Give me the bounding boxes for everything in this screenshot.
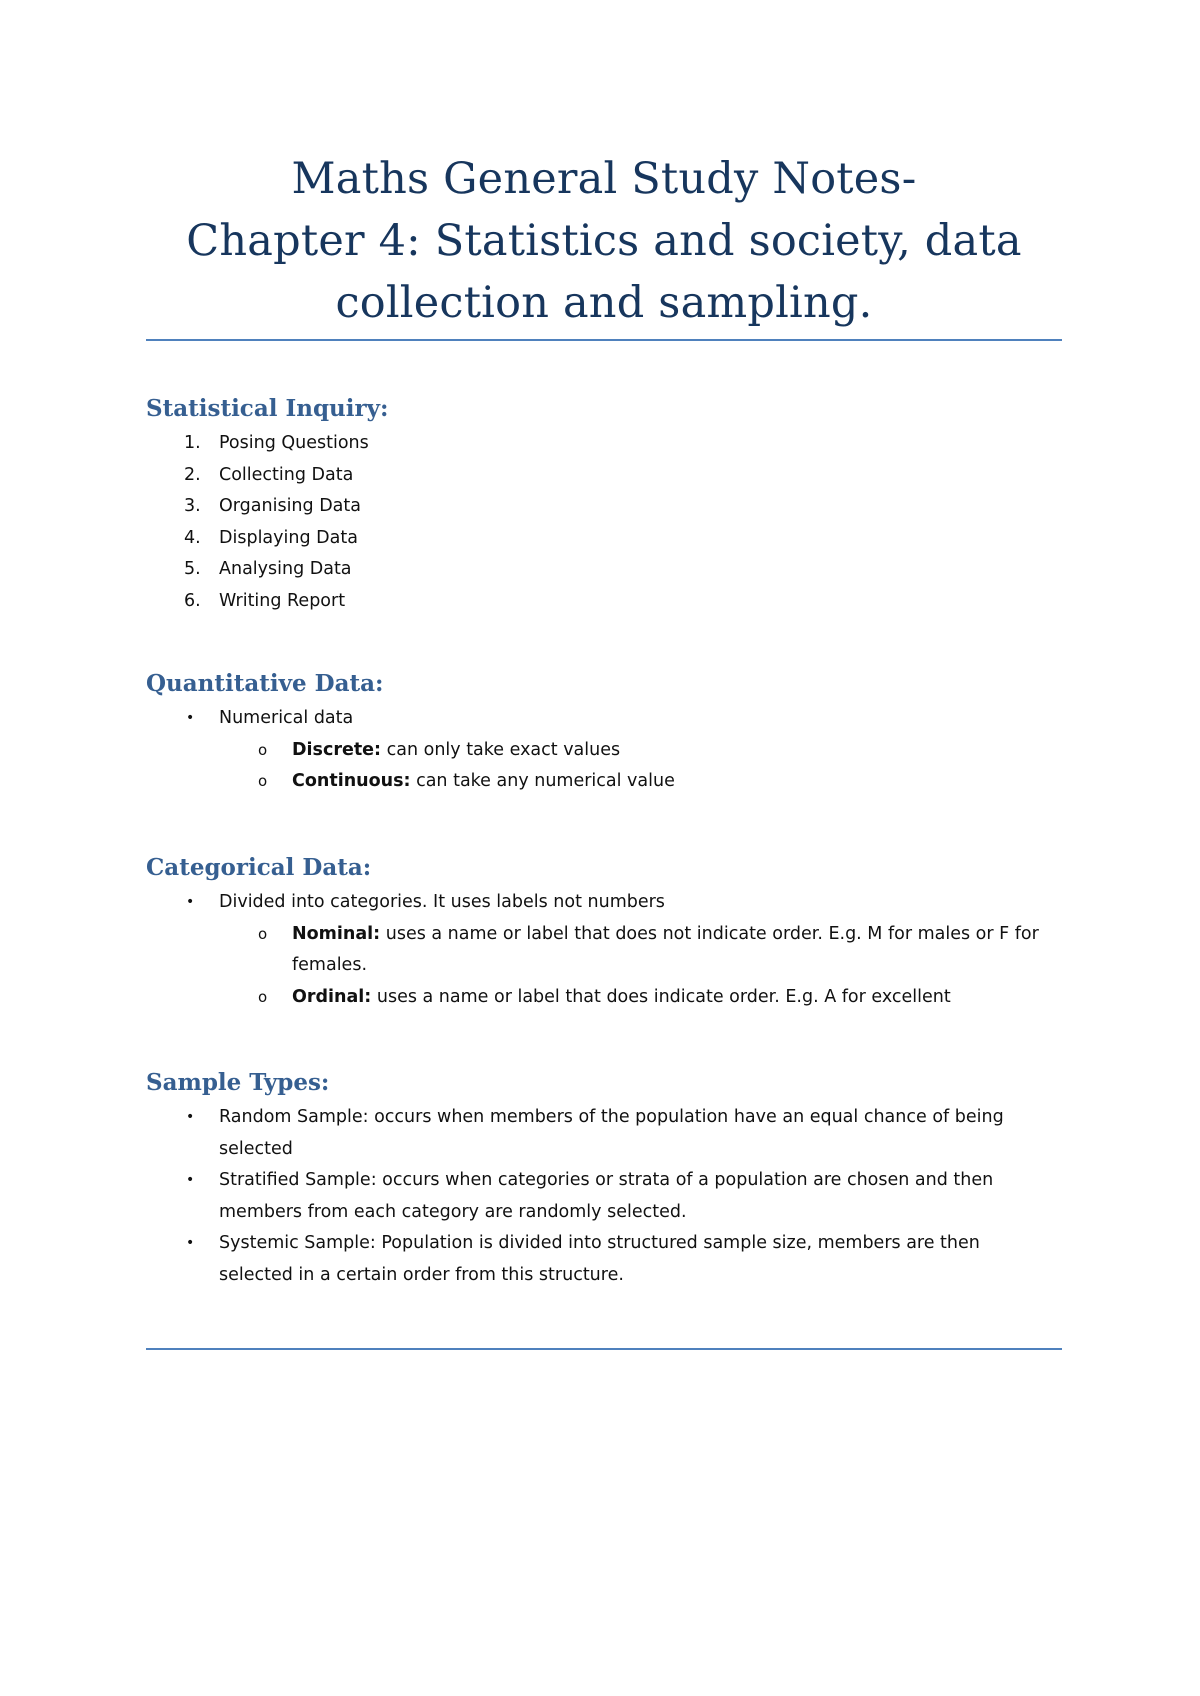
- title-line-2: Chapter 4: Statistics and society, data: [186, 216, 1022, 266]
- term-label: Continuous:: [292, 771, 411, 791]
- heading-quantitative-data: Quantitative Data:: [146, 670, 384, 697]
- term-description: can take any numerical value: [410, 771, 675, 791]
- term-label: Discrete:: [292, 739, 382, 760]
- item-number: 4.: [184, 527, 201, 548]
- item-text: Divided into categories. It uses labels not numbers: [219, 892, 665, 912]
- item-number: 1.: [184, 433, 201, 453]
- categorical-list: [146, 887, 1102, 1013]
- list-item: [146, 460, 1099, 492]
- list-item: [146, 523, 1099, 555]
- item-text: [146, 766, 1102, 798]
- bullet-icon: •: [186, 894, 195, 910]
- term-description: can only take exact values: [381, 739, 621, 760]
- bullet-icon: •: [186, 1172, 195, 1188]
- list-item: [146, 554, 1099, 586]
- term-description: uses a name or label that does indicate order. E.g. A for excellent: [371, 986, 951, 1007]
- item-number: 6.: [184, 590, 201, 611]
- item-text: Posing Questions: [219, 433, 369, 453]
- list-item: [146, 428, 1099, 460]
- item-text-continued: selected in a certain order from this structure.: [219, 1264, 624, 1285]
- quantitative-list: [146, 703, 1102, 798]
- item-text: Displaying Data: [219, 527, 358, 548]
- list-item: [146, 982, 1102, 1014]
- sub-bullet-icon: o: [258, 740, 268, 759]
- bullet-icon: •: [186, 710, 195, 726]
- list-item: [146, 950, 1102, 982]
- list-item: [146, 1228, 1099, 1260]
- item-text-continued: females.: [292, 955, 368, 975]
- item-text: [146, 919, 1102, 951]
- title-line-3: collection and sampling.: [335, 278, 873, 328]
- item-number: 2.: [184, 464, 201, 485]
- sub-bullet-icon: o: [258, 772, 268, 790]
- document-title: [146, 148, 1062, 334]
- term-label: Nominal:: [292, 923, 381, 944]
- item-text: [146, 735, 1102, 767]
- footer-divider: [146, 1348, 1062, 1350]
- item-text-continued: members from each category are randomly selected.: [219, 1201, 687, 1222]
- bullet-icon: •: [186, 1109, 195, 1125]
- list-item: [146, 586, 1099, 618]
- list-item: [146, 1197, 1099, 1229]
- list-item: [146, 919, 1102, 951]
- item-text-continued: selected: [219, 1138, 293, 1159]
- sub-bullet-icon: o: [258, 987, 268, 1006]
- inquiry-steps-list: [146, 428, 1099, 617]
- item-text: Systemic Sample: Population is divided into structured sample size, members are then: [219, 1233, 980, 1253]
- item-text: Writing Report: [219, 590, 346, 611]
- item-text: Stratified Sample: occurs when categories or strata of a population are chosen and then: [219, 1170, 994, 1190]
- item-text: Numerical data: [219, 708, 354, 728]
- list-item: [146, 1260, 1099, 1292]
- heading-statistical-inquiry: Statistical Inquiry:: [146, 395, 389, 422]
- bullet-icon: •: [186, 1235, 195, 1251]
- title-line-1: Maths General Study Notes-: [291, 154, 917, 204]
- heading-categorical-data: Categorical Data:: [146, 854, 372, 881]
- list-item: [146, 735, 1102, 767]
- item-number: 3.: [184, 496, 201, 516]
- item-text: Collecting Data: [219, 464, 354, 485]
- heading-sample-types: Sample Types:: [146, 1069, 330, 1096]
- item-text: Analysing Data: [219, 559, 352, 579]
- sample-types-list: [146, 1102, 1099, 1291]
- list-item: [146, 887, 1102, 919]
- list-item: [146, 1165, 1099, 1197]
- item-text: Organising Data: [219, 496, 361, 516]
- list-item: [146, 1102, 1099, 1134]
- list-item: [146, 703, 1102, 735]
- list-item: [146, 1134, 1099, 1166]
- term-label: Ordinal:: [292, 986, 372, 1007]
- list-item: [146, 491, 1099, 523]
- item-text: Random Sample: occurs when members of the population have an equal chance of being: [219, 1107, 1004, 1127]
- title-divider: [146, 339, 1062, 341]
- term-description: uses a name or label that does not indicate order. E.g. M for males or F for: [380, 923, 1039, 944]
- item-number: 5.: [184, 559, 201, 579]
- item-text: [146, 982, 1102, 1014]
- sub-bullet-icon: o: [258, 924, 268, 943]
- list-item: [146, 766, 1102, 798]
